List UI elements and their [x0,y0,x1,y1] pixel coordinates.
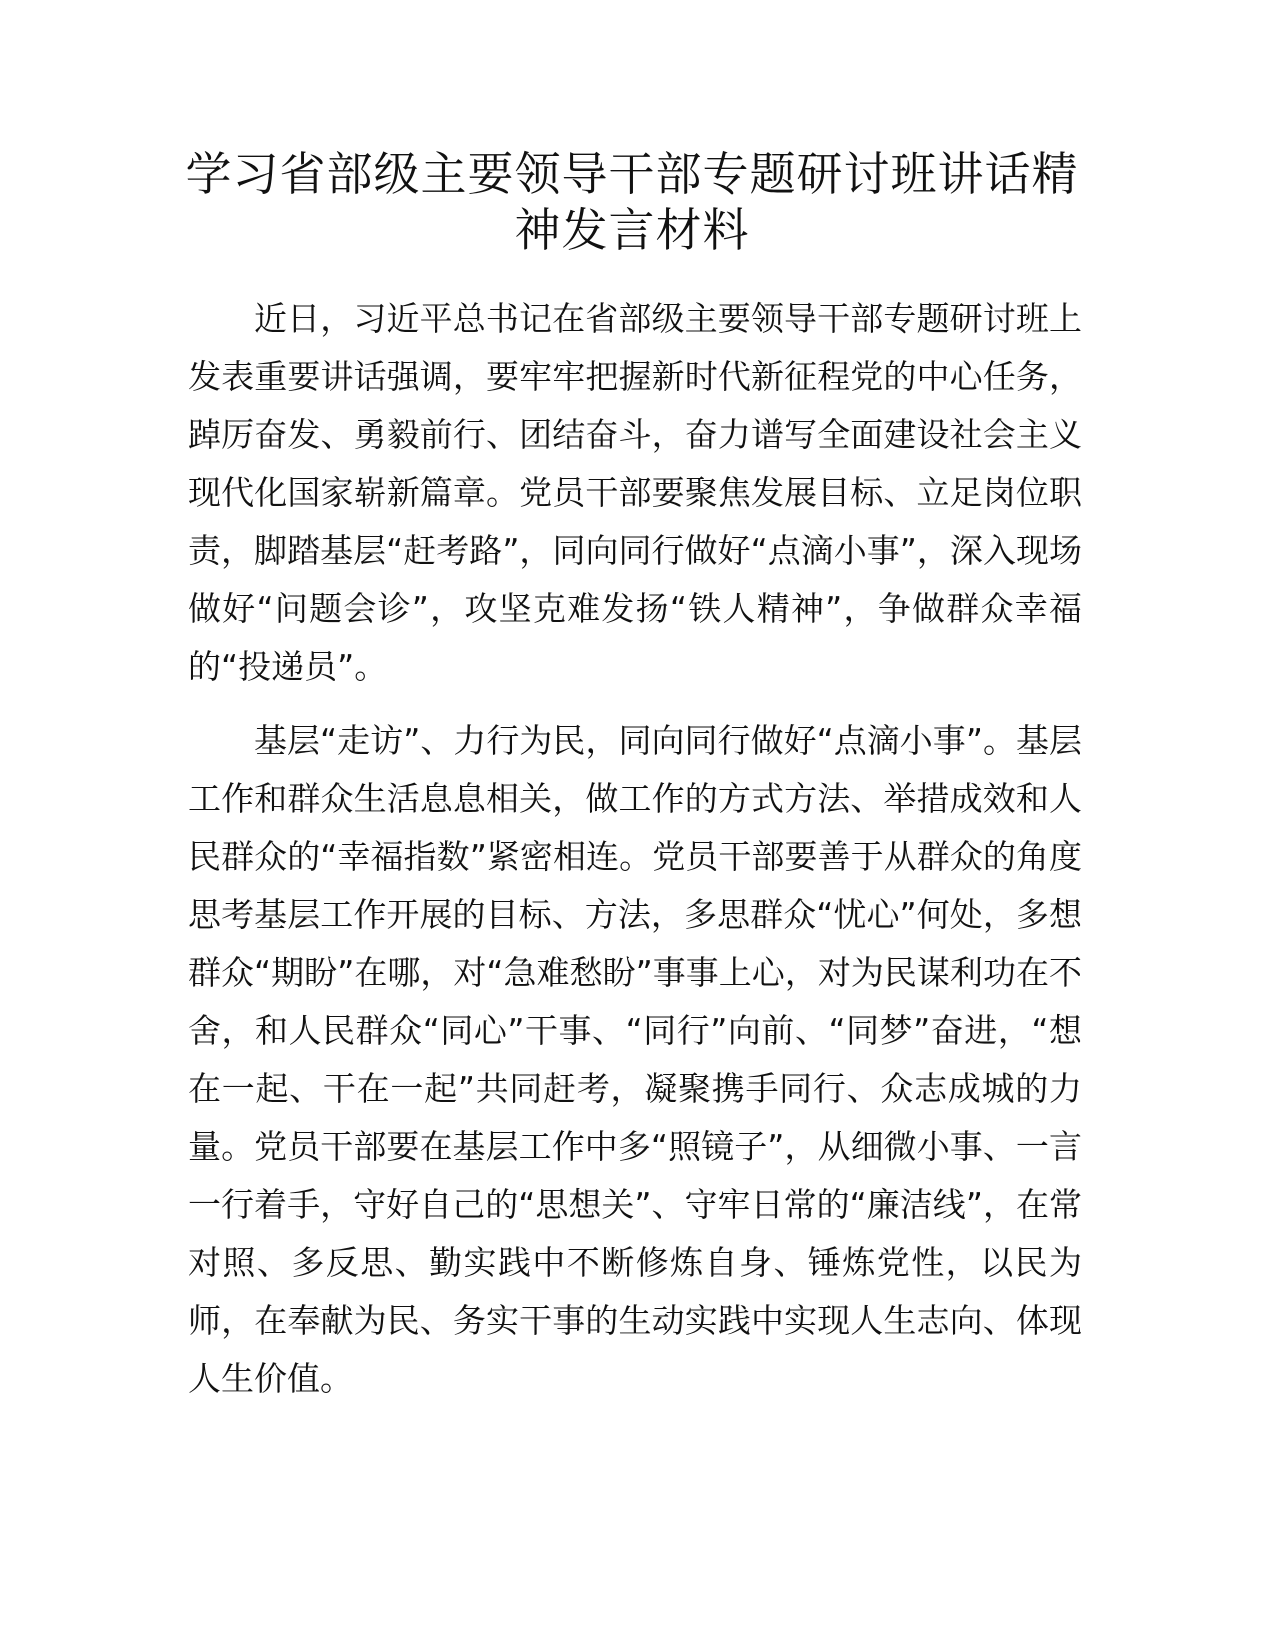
document-title: 学习省部级主要领导干部专题研讨班讲话精神发言材料 [185,147,1079,257]
paragraph-2: 基层“走访”、力行为民，同向同行做好“点滴小事”。基层工作和群众生活息息相关，做工作的方式方法、举措成效和人民群众的“幸福指数”紧密相连。党员干部要善于从群众的角度思考基层工作开展的目标、方法，多思群众“忧心”何处，多想群众“期盼”在哪，对“急难愁盼”事事上心，对为民谋利功在不舍，和人民群众“同心”干事、“同行”向前、“同梦”奋进，“想在一起、干在一起”共同赶考，凝聚携手同行、众志成城的力量。党员干部要在基层工作中多“照镜子”，从细微小事、一言一行着手，守好自己的“思想关”、守牢日常的“廉洁线”，在常对照、多反思、勤实践中不断修炼自身、锤炼党性，以民为师，在奉献为民、务实干事的生动实践中实现人生志向、体现人生价值。 [188,721,1082,1398]
paragraph-1: 近日，习近平总书记在省部级主要领导干部专题研讨班上发表重要讲话强调，要牢牢把握新时代新征程党的中心任务，踔厉奋发、勇毅前行、团结奋斗，奋力谱写全面建设社会主义现代化国家崭新篇章。党员干部要聚焦发展目标、立足岗位职责，脚踏基层“赶考路”，同向同行做好“点滴小事”，深入现场做好“问题会诊”，攻坚克难发扬“铁人精神”，争做群众幸福的“投递员”。 [188,299,1082,686]
document-body [188,290,1082,1424]
